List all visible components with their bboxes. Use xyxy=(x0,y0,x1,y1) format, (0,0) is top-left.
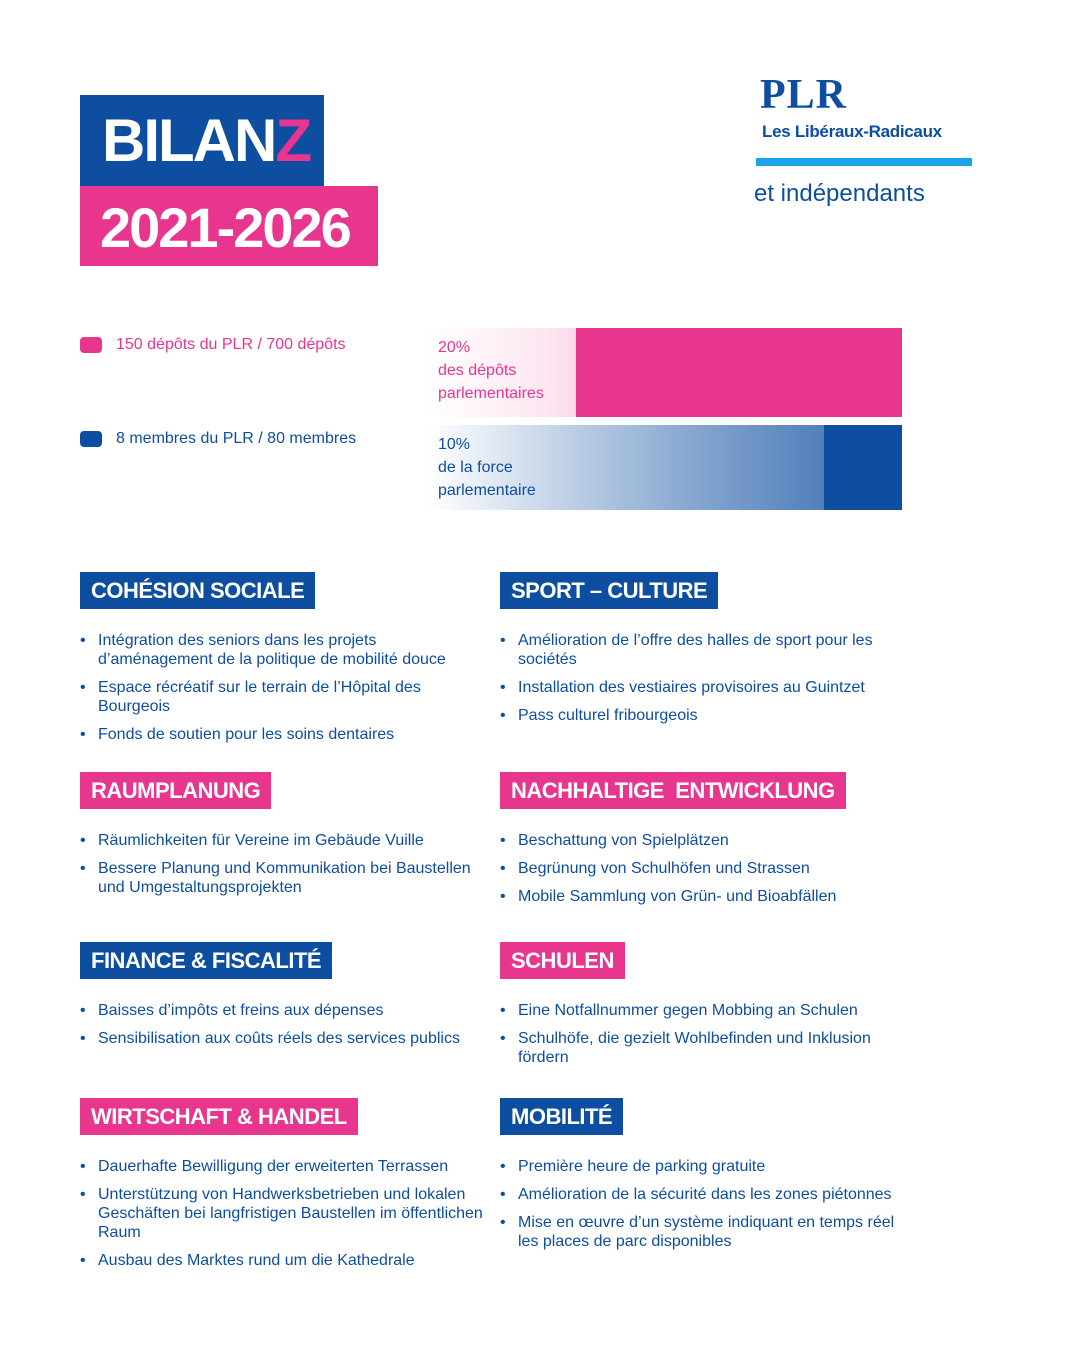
section-title: NACHHALTIGE ENTWICKLUNG xyxy=(500,772,846,809)
logo-plr-wordmark: PLR xyxy=(760,72,847,118)
bar-membres-fill xyxy=(824,425,902,510)
bar-membres-label xyxy=(438,433,536,502)
section-title: WIRTSCHAFT & HANDEL xyxy=(80,1098,358,1135)
section-sport-culture xyxy=(500,572,910,734)
list-item: • Mobile Sammlung von Grün- und Bioabfällen xyxy=(500,887,910,906)
logo-divider xyxy=(756,158,972,166)
section-list xyxy=(80,831,490,897)
legend-membres xyxy=(80,430,356,448)
list-item: • Installation des vestiaires provisoires au Guintzet xyxy=(500,678,910,697)
bar-depots-line1: des dépôts xyxy=(438,362,517,379)
section-list xyxy=(500,1157,910,1251)
list-item: • Pass culturel fribourgeois xyxy=(500,706,910,725)
section-title: FINANCE & FISCALITÉ xyxy=(80,942,332,979)
list-item: • Espace récréatif sur le terrain de l’Hôpital des Bourgeois xyxy=(80,678,490,716)
section-list xyxy=(80,631,490,744)
bar-depots-line2: parlementaires xyxy=(438,385,544,402)
section-schulen xyxy=(500,942,910,1076)
list-item: • Begrünung von Schulhöfen und Strassen xyxy=(500,859,910,878)
list-item: • Unterstützung von Handwerksbetrieben und lokalen Geschäften bei langfristigen Baustellen im öffentlichen Raum xyxy=(80,1185,490,1242)
legend-depots xyxy=(80,336,346,354)
bar-depots-label xyxy=(438,336,544,405)
section-title: SPORT – CULTURE xyxy=(500,572,718,609)
list-item: • Beschattung von Spielplätzen xyxy=(500,831,910,850)
list-item: • Räumlichkeiten für Vereine im Gebäude Vuille xyxy=(80,831,490,850)
title-bilanz xyxy=(80,95,324,187)
bar-membres-line2: parlementaire xyxy=(438,482,536,499)
bar-membres xyxy=(428,425,902,510)
section-cohesion-sociale xyxy=(80,572,490,753)
section-title: MOBILITÉ xyxy=(500,1098,623,1135)
list-item: • Dauerhafte Bewilligung der erweiterten Terrassen xyxy=(80,1157,490,1176)
section-list xyxy=(80,1001,490,1048)
list-item: • Baisses d’impôts et freins aux dépenses xyxy=(80,1001,490,1020)
title-bilan-text: BILAN xyxy=(102,107,276,174)
logo-subtitle: Les Libéraux-Radicaux xyxy=(762,122,942,141)
section-list xyxy=(500,831,910,906)
section-nachhaltige-entwicklung xyxy=(500,772,910,915)
section-finance-fiscalite xyxy=(80,942,490,1057)
legend-pink-swatch xyxy=(80,337,102,353)
list-item: • Intégration des seniors dans les projets d’aménagement de la politique de mobilité douce xyxy=(80,631,490,669)
bar-depots xyxy=(428,328,902,417)
title-years: 2021-2026 xyxy=(80,186,378,266)
list-item: • Amélioration de la sécurité dans les zones piétonnes xyxy=(500,1185,910,1204)
list-item: • Amélioration de l’offre des halles de sport pour les sociétés xyxy=(500,631,910,669)
section-list xyxy=(80,1157,490,1270)
bar-depots-percent: 20% xyxy=(438,339,471,356)
section-list xyxy=(500,631,910,725)
list-item: • Sensibilisation aux coûts réels des services publics xyxy=(80,1029,490,1048)
section-list xyxy=(500,1001,910,1067)
section-title: RAUMPLANUNG xyxy=(80,772,271,809)
section-mobilite xyxy=(500,1098,910,1260)
list-item: • Ausbau des Marktes rund um die Kathedrale xyxy=(80,1251,490,1270)
bar-membres-percent: 10% xyxy=(438,436,471,453)
plr-logo xyxy=(756,72,976,208)
legend-depots-text: 150 dépôts du PLR / 700 dépôts xyxy=(116,336,346,353)
bar-depots-fill xyxy=(576,328,902,417)
list-item: • Fonds de soutien pour les soins dentaires xyxy=(80,725,490,744)
list-item: • Schulhöfe, die gezielt Wohlbefinden und Inklusion fördern xyxy=(500,1029,910,1067)
list-item: • Mise en œuvre d’un système indiquant en temps réel les places de parc disponibles xyxy=(500,1213,910,1251)
section-wirtschaft-handel xyxy=(80,1098,490,1279)
section-raumplanung xyxy=(80,772,490,906)
title-z-letter: Z xyxy=(275,107,310,174)
legend-membres-text: 8 membres du PLR / 80 membres xyxy=(116,430,357,447)
bar-membres-line1: de la force xyxy=(438,459,513,476)
section-title: SCHULEN xyxy=(500,942,625,979)
list-item: • Première heure de parking gratuite xyxy=(500,1157,910,1176)
list-item: • Bessere Planung und Kommunikation bei Baustellen und Umgestaltungsprojekten xyxy=(80,859,490,897)
logo-tagline: et indépendants xyxy=(754,180,925,207)
section-title: COHÉSION SOCIALE xyxy=(80,572,315,609)
legend-blue-swatch xyxy=(80,431,102,447)
list-item: • Eine Notfallnummer gegen Mobbing an Schulen xyxy=(500,1001,910,1020)
